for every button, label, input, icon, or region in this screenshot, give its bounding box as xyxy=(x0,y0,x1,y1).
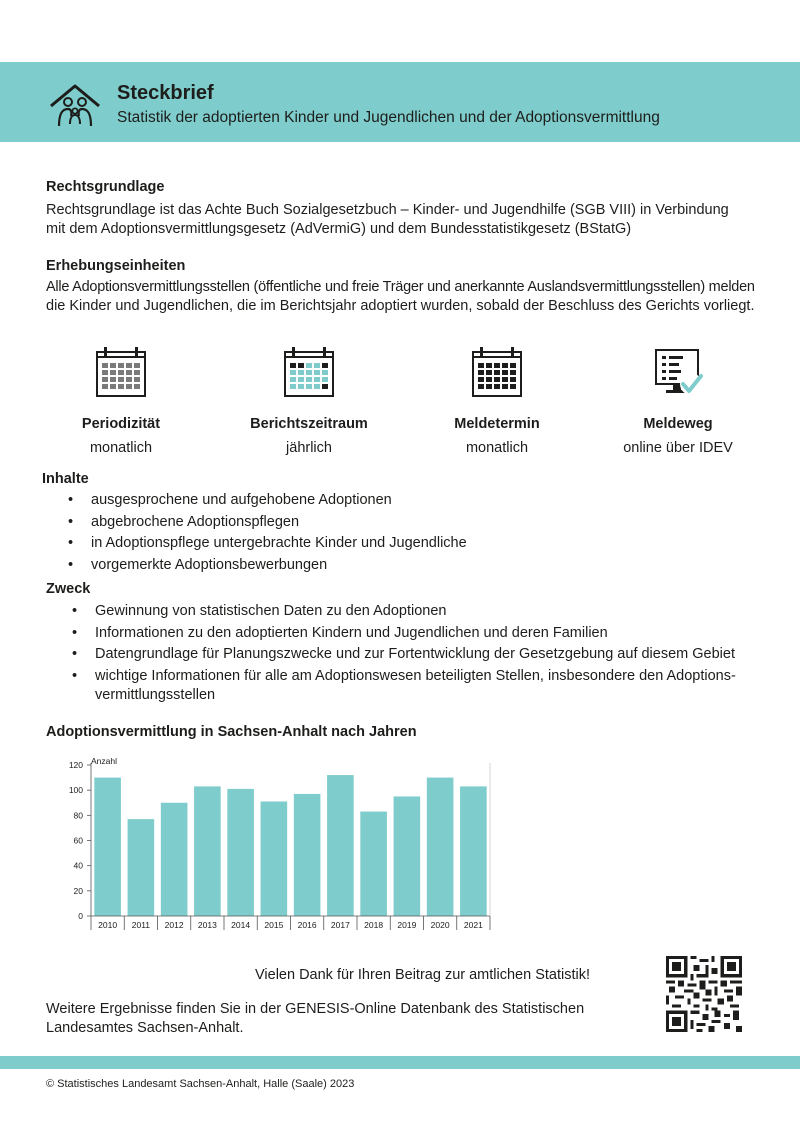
x-tick-label: 2015 xyxy=(264,920,284,930)
bullet-icon: • xyxy=(68,513,74,530)
bar-2012 xyxy=(161,803,188,916)
y-tick-label: 20 xyxy=(73,885,83,896)
bar-2011 xyxy=(128,819,155,916)
berichtszeitraum-label: Berichtszeitraum xyxy=(250,416,368,432)
y-tick-label: 40 xyxy=(73,860,83,871)
list-item xyxy=(68,534,467,553)
calendar-dark-icon xyxy=(467,346,527,400)
info-meldeweg xyxy=(593,346,763,456)
rechtsgrundlage-line-2: mit dem Adoptionsvermittlungsgesetz (AdVermiG) und dem Bundesstatistikgesetz (BStatG) xyxy=(46,221,632,237)
list-item xyxy=(68,513,467,532)
info-meldetermin xyxy=(412,346,582,456)
x-tick-label: 2016 xyxy=(297,920,317,930)
erhebungseinheiten-line-2: die Kinder und Jugendlichen, die im Berichtsjahr adoptiert wurden, sobald der Beschluss des Gerichts vorliegt. xyxy=(46,298,755,314)
x-tick-label: 2012 xyxy=(164,920,184,930)
bullet-icon: • xyxy=(68,492,74,508)
x-tick-label: 2018 xyxy=(364,920,384,930)
page-title: Steckbrief xyxy=(117,82,214,104)
bullet-icon: • xyxy=(72,667,78,684)
monitor-check-icon xyxy=(648,346,708,400)
rechtsgrundlage-line-1: Rechtsgrundlage ist das Achte Buch Sozialgesetzbuch – Kinder- und Jugendhilfe (SGB VIII) in Verbindung xyxy=(46,202,729,218)
x-tick-label: 2011 xyxy=(131,920,151,930)
bars-group xyxy=(94,775,486,916)
zweck-list xyxy=(72,602,736,707)
list-item xyxy=(68,491,467,510)
y-tick-label: 80 xyxy=(73,810,83,821)
y-tick-label: 60 xyxy=(73,835,83,846)
bullet-icon: • xyxy=(72,603,78,619)
list-item xyxy=(72,602,736,621)
list-item-text-continued: vermittlungsstellen xyxy=(95,686,216,703)
more-results-text xyxy=(46,1000,626,1038)
list-item-text: abgebrochene Adoptionspflegen xyxy=(91,513,300,530)
list-item xyxy=(72,645,736,664)
x-tick-label: 2014 xyxy=(231,920,251,930)
x-tick-label: 2021 xyxy=(463,920,483,930)
meldetermin-label: Meldetermin xyxy=(454,416,540,432)
bar-2014 xyxy=(227,789,254,916)
thanks-message: Vielen Dank für Ihren Beitrag zur amtlichen Statistik! xyxy=(255,967,591,983)
bar-2015 xyxy=(261,801,288,916)
inhalte-heading: Inhalte xyxy=(42,471,89,487)
list-item xyxy=(68,556,467,575)
bar-2017 xyxy=(327,775,354,916)
bar-2021 xyxy=(460,786,487,916)
bullet-icon: • xyxy=(72,624,78,641)
bar-2016 xyxy=(294,794,321,916)
page-subtitle: Statistik der adoptierten Kinder und Jugendlichen und der Adoptionsvermittlung xyxy=(117,109,660,126)
calendar-teal-icon xyxy=(279,346,339,400)
y-axis-label: Anzahl xyxy=(91,756,117,766)
meldeweg-label: Meldeweg xyxy=(643,416,713,432)
list-item-text: Datengrundlage für Planungszwecke und zur Fortentwicklung der Gesetzgebung auf diesem Gebiet xyxy=(95,646,735,662)
y-axis xyxy=(69,760,91,921)
periodizitaet-label: Periodizität xyxy=(81,416,161,432)
x-tick-label: 2013 xyxy=(197,920,217,930)
footer-bar xyxy=(0,1056,800,1069)
bar-2020 xyxy=(427,778,454,916)
y-tick-label: 100 xyxy=(68,785,83,796)
info-berichtszeitraum xyxy=(224,346,394,456)
berichtszeitraum-value: jährlich xyxy=(286,440,332,456)
list-item-text: Informationen zu den adoptierten Kindern und Jugendlichen und deren Familien xyxy=(95,624,608,641)
list-item-text: in Adoptionspflege untergebrachte Kinder und Jugendliche xyxy=(91,535,467,551)
x-tick-label: 2017 xyxy=(330,920,350,930)
family-house-logo-icon xyxy=(48,82,102,130)
bullet-icon: • xyxy=(72,646,78,662)
more-results-line-1: Weitere Ergebnisse finden Sie in der GENESIS-Online Datenbank des Statistischen xyxy=(46,1001,585,1017)
y-tick-label: 0 xyxy=(78,911,83,921)
x-tick-label: 2020 xyxy=(430,920,450,930)
list-item-text: vorgemerkte Adoptionsbewerbungen xyxy=(91,556,328,573)
inhalte-list xyxy=(68,491,467,577)
list-item-text: wichtige Informationen für alle am Adoptionswesen beteiligten Stellen, insbesondere den Adoptions- xyxy=(95,667,736,684)
erhebungseinheiten-line-1: Alle Adoptionsvermittlungsstellen (öffentliche und freie Träger und anerkannte Auslandsvermittlungsstellen) melden xyxy=(46,279,755,295)
x-tick-label: 2019 xyxy=(397,920,417,930)
list-item-text: ausgesprochene und aufgehobene Adoptionen xyxy=(91,492,392,508)
more-results-line-2: Landesamtes Sachsen-Anhalt. xyxy=(46,1020,244,1036)
bar-2010 xyxy=(94,778,121,916)
calendar-grid-icon xyxy=(91,346,151,400)
bar-2013 xyxy=(194,786,221,916)
periodizitaet-value: monatlich xyxy=(89,440,153,456)
bar-2018 xyxy=(360,812,387,916)
list-item-text: Gewinnung von statistischen Daten zu den Adoptionen xyxy=(95,603,447,619)
meldeweg-value: online über IDEV xyxy=(623,440,733,456)
qr-code-icon[interactable] xyxy=(666,956,742,1032)
list-item xyxy=(72,667,736,705)
adoptions-bar-chart xyxy=(46,752,506,937)
chart-title: Adoptionsvermittlung in Sachsen-Anhalt nach Jahren xyxy=(46,724,417,740)
y-tick-label: 120 xyxy=(68,760,83,770)
erhebungseinheiten-heading: Erhebungseinheiten xyxy=(46,258,186,274)
zweck-heading: Zweck xyxy=(46,581,91,597)
x-tick-label: 2010 xyxy=(98,920,118,930)
bullet-icon: • xyxy=(68,556,74,573)
info-periodizitaet xyxy=(36,346,206,456)
list-item xyxy=(72,624,736,643)
meldetermin-value: monatlich xyxy=(465,440,529,456)
rechtsgrundlage-heading: Rechtsgrundlage xyxy=(46,179,165,195)
bar-2019 xyxy=(394,796,421,916)
header-banner xyxy=(0,62,800,142)
bullet-icon: • xyxy=(68,535,74,551)
copyright-text: © Statistisches Landesamt Sachsen-Anhalt, Halle (Saale) 2023 xyxy=(46,1078,355,1090)
